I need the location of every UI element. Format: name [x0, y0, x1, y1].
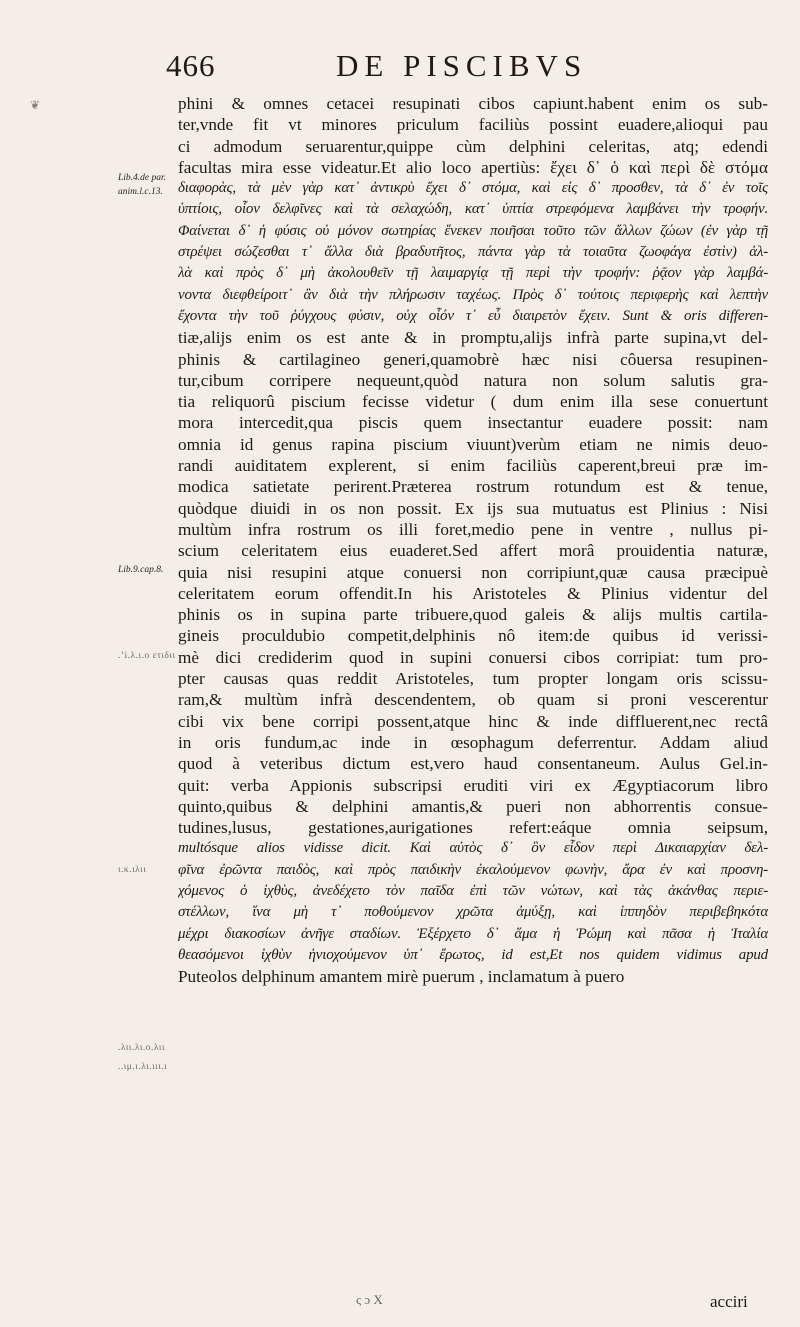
text-line: tiæ,alijs enim os est ante & in promptu,alijs infrà parte supina,vt del-	[178, 328, 768, 348]
text-line: φῖνα ἐρῶντα παιδὸς, καὶ πρὸς παιδικὴν ἐκαλούμενον φωνὴν, ἄρα ἐν καὶ προσνη-	[178, 861, 768, 878]
margin-note-citation: Lib.9.cap.8.	[118, 565, 164, 575]
margin-note-bleed: .ʼi.λ.ι.ο ετιδιι	[118, 651, 176, 661]
text-line: mora intercedit,qua piscis quem insectantur euadere possit: nam	[178, 413, 768, 433]
text-line: quia nisi resupini atque conuersi non corripiunt,quæ causa præcipuè	[178, 562, 768, 582]
page-number: 466	[166, 48, 216, 83]
text-line: ter,vnde fit vt minores priculum faciliùs possint euadere,alioqui pau	[178, 115, 768, 135]
text-line: Puteolos delphinum amantem mirè puerum , inclamatum à puero	[178, 967, 625, 987]
catchword: acciri	[710, 1292, 748, 1311]
text-line: στρέψει σώζεσθαι τ᾽ ἄλλα διὰ βραδυτῆτος, πάντα γὰρ τὰ τοιαῦτα ζωοφάγα ἐστὶν) ἀλ-	[178, 244, 768, 261]
text-line: ἔχοντα τὴν τοῦ ῥύγχους φύσιν, οὐχ οἷόν τ᾽ εὖ διαιρετὸν ἔχειν. Sunt & oris differen-	[178, 307, 768, 324]
text-line: omnia id genus rapina piscium viuunt)verùm etiam ne nimis deuo-	[178, 434, 768, 454]
text-line: multósque alios vidisse dicit. Καὶ αὐτὸς δ᾽ ὃν εἶδον περὶ Δικαιαρχίαν δελ-	[178, 840, 768, 857]
text-line: θεασόμενοι ἰχθὺν ἡνιοχούμενον ὑπ᾽ ἔρωτος, id est,Et nos quidem vidimus apud	[178, 946, 768, 963]
running-title: DE PISCIBVS	[336, 48, 588, 83]
page-header	[0, 48, 800, 88]
text-line: διαφορὰς, τὰ μὲν γὰρ κατ᾽ ἀντικρὺ ἔχει δ᾽ στόμα, καὶ εἰς δ᾽ προσθεν, τὰ δ᾽ ἐν τοῖς	[178, 180, 768, 197]
text-line: tudines,lusus, gestationes,aurigationes refert:eáque omnia seipsum,	[178, 818, 768, 838]
text-line: tur,cibum corripere nequeunt,quòd natura non solum salutis gra-	[178, 370, 768, 390]
text-line: phinis os in supina parte tribuere,quod galeis & alijs multis cartila-	[178, 605, 768, 625]
text-line: ram,& multùm infrà descendentem, ob quam si proni vescerentur	[178, 690, 768, 710]
text-line: χόμενος ὁ ἰχθὺς, ἀνεδέχετο τὸν παῖδα ἐπὶ τῶν νώτων, καὶ τὰς ἀκάνθας περιε-	[178, 882, 768, 899]
text-line: facultas mira esse videatur.Et alio loco apertiùs: ἔχει δ᾽ ὁ καὶ περὶ δὲ στόμα	[178, 157, 768, 177]
text-line: quit: verba Appionis subscripsi eruditi viri ex Ægyptiacorum libro	[178, 775, 768, 795]
text-line: λὰ καὶ πρὸς δ᾽ μὴ ἀκολουθεῖν τῇ λαιμαργίᾳ τῇ περὶ τὴν τροφήν: ῥᾷον γὰρ λαμβά-	[178, 265, 768, 282]
margin-note-citation: anim.l.c.13.	[118, 187, 163, 197]
text-line: μέχρι διακοσίων ἀνῆγε σταδίων. Ἐξέρχετο δ᾽ ἅμα ἡ Ῥώμη καὶ πᾶσα ἡ Ἰταλία	[178, 925, 768, 942]
text-line: phini & omnes cetacei resupinati cibos capiunt.habent enim os sub-	[178, 94, 768, 113]
text-line: Φαίνεται δ᾽ ἡ φύσις οὐ μόνον σωτηρίας ἕνεκεν ποιῆσαι τοῦτο τῶν ἄλλων ζώων (ἐν γὰρ τῇ	[178, 222, 768, 239]
signature-mark: ς ɔ X	[356, 1292, 383, 1307]
text-line: νοντα διεφθείροιτ᾽ ἂν διὰ τὴν πλήρωσιν ταχέως. Πρὸς δ᾽ τούτοις περιφερὴς καὶ λεπτὴν	[178, 286, 768, 303]
text-line: quinto,quibus & delphini amantis,& pueri non abhorrentis consue-	[178, 796, 768, 816]
margin-note-bleed: .λιι.λι.ο.λιι	[118, 1043, 166, 1053]
ornament-mark: ❦	[30, 98, 41, 112]
text-line: multùm infra rostrum os illi foret,medio pene in ventre , nullus pi-	[178, 519, 768, 539]
text-line: ὑπτίοις, οἷον δελφῖνες καὶ τὰ σελαχώδη, κατ᾽ ὑπτία στρεφόμενα λαμβάνει τὴν τροφήν.	[178, 201, 768, 218]
text-line: pter causas quas reddit Aristoteles, tum propter longam oris scissu-	[178, 669, 768, 689]
text-line: celeritatem eorum offendit.In his Aristoteles & Plinius videntur del	[178, 583, 768, 603]
text-line: randi auiditatem explerent, si enim faciliùs caperent,breui præ im-	[178, 456, 768, 476]
margin-note-bleed: ι.κ.ιλιι	[118, 865, 147, 875]
text-line: in oris fundum,ac inde in œsophagum deferrentur. Addam aliud	[178, 732, 768, 752]
text-line: ci admodum seruarentur,quippe cùm delphini celeritas, atq; edendi	[178, 136, 768, 156]
margin-note-citation: Lib.4.de par.	[118, 173, 167, 183]
text-line: scium celeritatem eius euaderet.Sed affert morâ prouidentia naturæ,	[178, 541, 768, 561]
text-line: phinis & cartilagineo generi,quamobrè hæc nisi côuersa resupinen-	[178, 349, 768, 369]
text-line: quod à veteribus dictum est,vero haud consentaneum. Aulus Gel.in-	[178, 754, 768, 774]
text-line: gineis proculdubio competit,delphinis nô item:de quibus id verissi-	[178, 626, 768, 646]
text-line: quòdque diuidi in os non possit. Ex ijs sua mutuatus est Plinius : Nisi	[178, 498, 768, 518]
text-line: στέλλων, ἵνα μὴ τ᾽ ποθούμενον χρῶτα ἀμύξῃ, καὶ ἱππηδὸν περιβεβηκότα	[178, 904, 768, 921]
text-line: cibi vix bene corripi possent,atque hinc & inde diffluerent,nec rectâ	[178, 711, 768, 731]
text-line: modica satietate perirent.Præterea rostrum rotundum est & tenue,	[178, 477, 768, 497]
body-text	[178, 93, 768, 987]
text-line: mè dici crediderim quod in supini conuersi cibos corripiat: tum pro-	[178, 647, 768, 667]
margin-note-bleed: ..ιμ.ι.λι.ιιι.ι	[118, 1062, 168, 1072]
text-line: tia reliquorû piscium fecisse videtur ( dum enim illa sese conuertunt	[178, 392, 768, 412]
